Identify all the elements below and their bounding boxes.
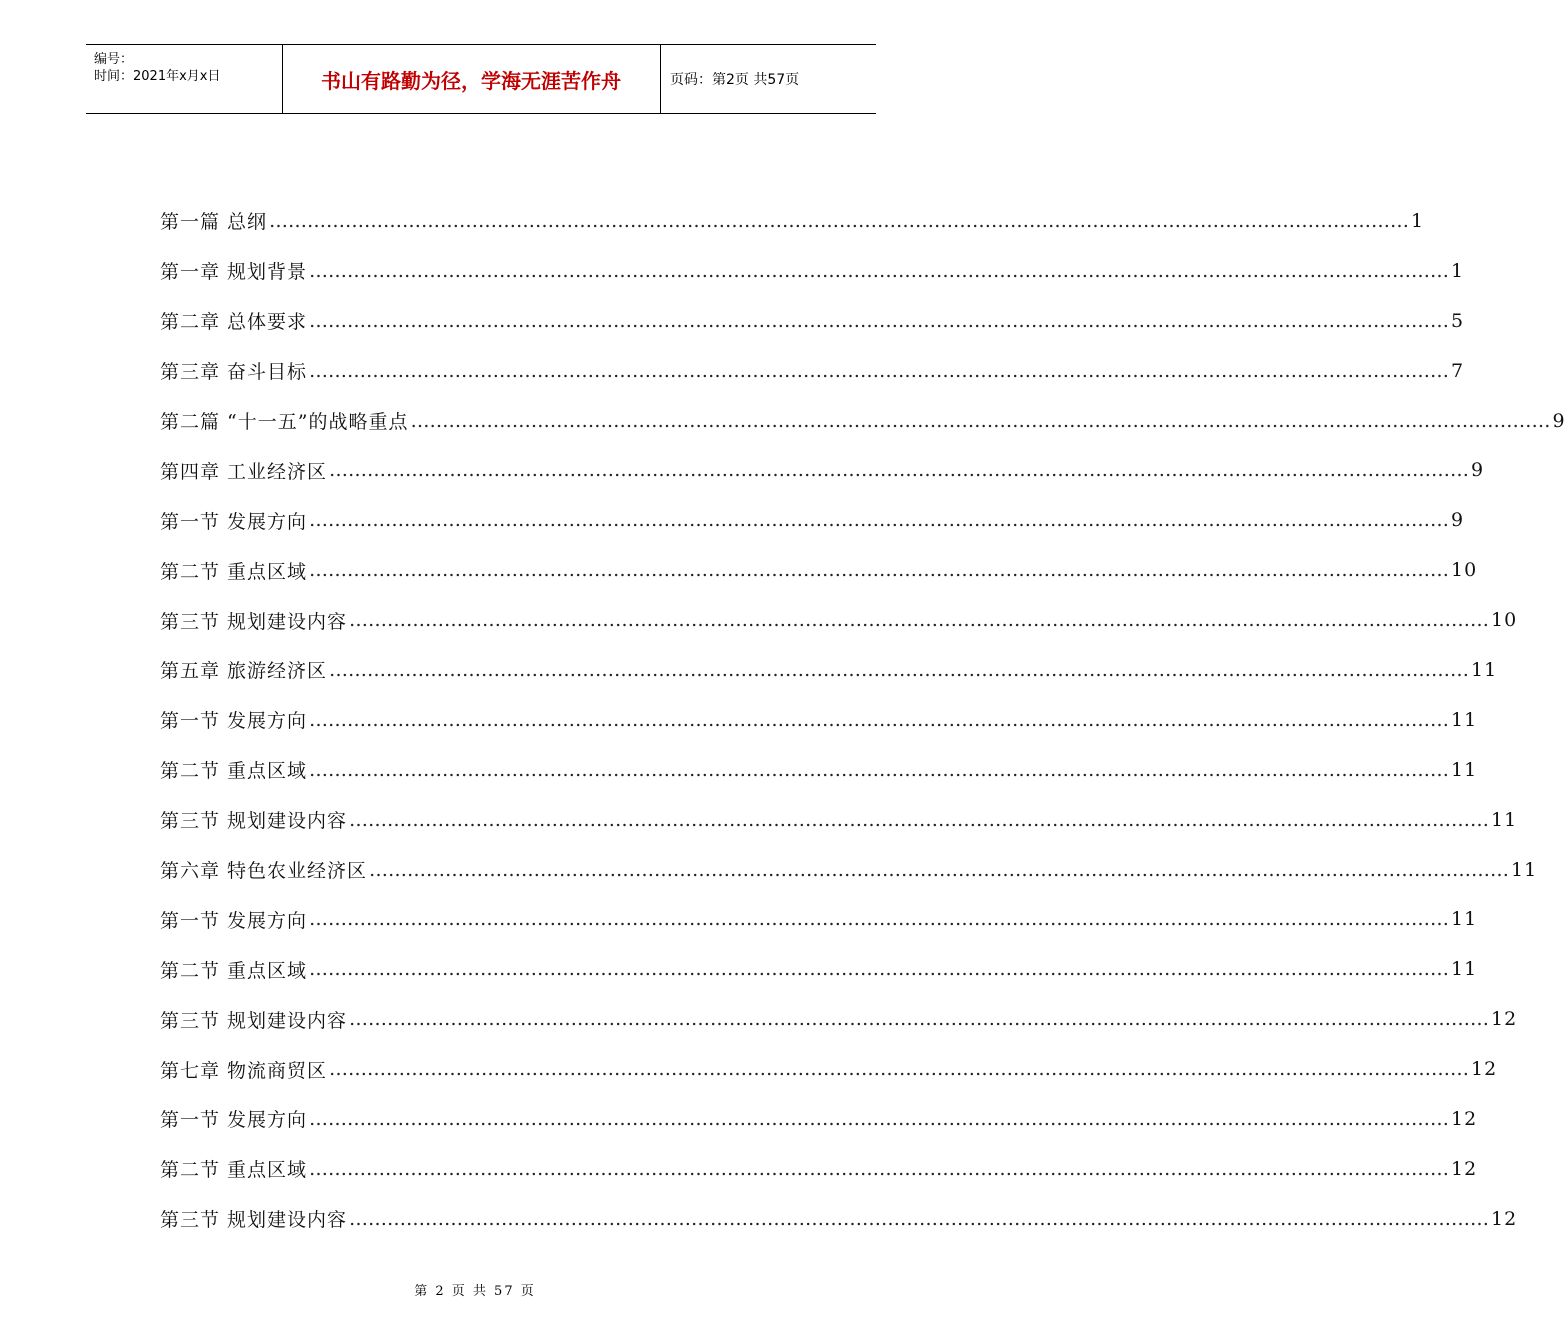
header-page-info: 页码：第2页 共57页 bbox=[670, 72, 800, 88]
toc-entry-page: 11 bbox=[1511, 858, 1538, 881]
toc-entry-title: 第一章 规划背景 bbox=[160, 261, 308, 284]
toc-entry-title: 第三节 规划建设内容 bbox=[160, 810, 348, 833]
header-divider bbox=[660, 45, 661, 113]
toc-entry-title: 第一节 发展方向 bbox=[160, 909, 308, 932]
header-meta bbox=[94, 51, 284, 85]
toc-leader-dots: ……………………………………………………………………………………………………………………………………………………………… bbox=[309, 1107, 1450, 1130]
toc-entry-page: 10 bbox=[1491, 609, 1518, 632]
toc-leader-dots: ……………………………………………………………………………………………………………………………………………………………… bbox=[309, 509, 1450, 532]
toc-leader-dots: ……………………………………………………………………………………………………………………………………………………………… bbox=[309, 1157, 1450, 1180]
toc-entry-page: 11 bbox=[1451, 908, 1478, 931]
toc-entry-page: 7 bbox=[1451, 359, 1465, 382]
toc-leader-dots: ……………………………………………………………………………………………………………………………………………………………… bbox=[349, 1207, 1490, 1230]
toc-leader-dots: ……………………………………………………………………………………………………………………………………………………………… bbox=[410, 409, 1551, 432]
toc-leader-dots: ……………………………………………………………………………………………………………………………………………………………… bbox=[329, 459, 1470, 482]
toc-leader-dots: ……………………………………………………………………………………………………………………………………………………………… bbox=[309, 758, 1450, 781]
toc-entry-title: 第二节 重点区域 bbox=[160, 560, 308, 583]
toc-entry[interactable] bbox=[160, 1044, 1498, 1094]
toc-entry-title: 第三章 奋斗目标 bbox=[160, 361, 308, 384]
toc-leader-dots: ……………………………………………………………………………………………………………………………………………………………… bbox=[309, 708, 1450, 731]
toc-leader-dots: ……………………………………………………………………………………………………………………………………………………………… bbox=[309, 359, 1450, 382]
toc-entry-title: 第七章 物流商贸区 bbox=[160, 1059, 328, 1082]
toc-entry-page: 12 bbox=[1451, 1157, 1478, 1180]
toc-leader-dots: ……………………………………………………………………………………………………………………………………………………………… bbox=[329, 1058, 1470, 1081]
toc-leader-dots: ……………………………………………………………………………………………………………………………………………………………… bbox=[349, 609, 1490, 632]
serial-number-label: 编号： bbox=[94, 52, 134, 67]
toc-entry-title: 第二篇 “十一五”的战略重点 bbox=[160, 411, 409, 433]
toc-entry[interactable] bbox=[160, 695, 1478, 745]
toc-entry-title: 第二节 重点区域 bbox=[160, 760, 308, 783]
toc-leader-dots: ……………………………………………………………………………………………………………………………………………………………… bbox=[329, 658, 1470, 681]
toc-entry[interactable] bbox=[160, 445, 1485, 495]
toc-entry-title: 第二章 总体要求 bbox=[160, 311, 308, 334]
toc-entry-page: 10 bbox=[1451, 559, 1478, 582]
toc-entry-title: 第二节 重点区域 bbox=[160, 959, 308, 982]
toc-entry-page: 1 bbox=[1411, 209, 1425, 232]
date-label: 时间：2021年x月x日 bbox=[94, 69, 221, 84]
header-motto: 书山有路勤为径，学海无涯苦作舟 bbox=[321, 68, 621, 93]
page-footer: 第 2 页 共 57 页 bbox=[414, 1284, 536, 1299]
toc-entry[interactable] bbox=[160, 396, 1566, 446]
toc-entry-page: 5 bbox=[1451, 309, 1465, 332]
toc-entry[interactable] bbox=[160, 994, 1518, 1044]
toc-entry-title: 第六章 特色农业经济区 bbox=[160, 860, 368, 883]
toc-entry[interactable] bbox=[160, 545, 1478, 595]
toc-entry-title: 第一节 发展方向 bbox=[160, 710, 308, 733]
toc-entry[interactable] bbox=[160, 845, 1538, 895]
toc-entry-page: 12 bbox=[1491, 1207, 1518, 1230]
toc-leader-dots: ……………………………………………………………………………………………………………………………………………………………… bbox=[309, 908, 1450, 931]
toc-leader-dots: ……………………………………………………………………………………………………………………………………………………………… bbox=[309, 309, 1450, 332]
toc-entry[interactable] bbox=[160, 296, 1465, 346]
toc-entry-page: 11 bbox=[1451, 758, 1478, 781]
toc-entry-title: 第二节 重点区域 bbox=[160, 1159, 308, 1182]
toc-entry[interactable] bbox=[160, 246, 1465, 296]
toc-entry-title: 第五章 旅游经济区 bbox=[160, 660, 328, 683]
toc-leader-dots: ……………………………………………………………………………………………………………………………………………………………… bbox=[349, 808, 1490, 831]
toc-entry-page: 11 bbox=[1451, 708, 1478, 731]
toc-leader-dots: ……………………………………………………………………………………………………………………………………………………………… bbox=[349, 1008, 1490, 1031]
toc-entry[interactable] bbox=[160, 1094, 1478, 1144]
toc-entry[interactable] bbox=[160, 495, 1465, 545]
page-header bbox=[86, 44, 876, 114]
toc-entry[interactable] bbox=[160, 795, 1518, 845]
toc-entry-page: 12 bbox=[1471, 1058, 1498, 1081]
toc-entry-title: 第三节 规划建设内容 bbox=[160, 1009, 348, 1032]
toc-entry-title: 第三节 规划建设内容 bbox=[160, 610, 348, 633]
toc-entry[interactable] bbox=[160, 944, 1478, 994]
toc-entry[interactable] bbox=[160, 745, 1478, 795]
toc-entry-title: 第一节 发展方向 bbox=[160, 1109, 308, 1132]
toc-leader-dots: ……………………………………………………………………………………………………………………………………………………………… bbox=[369, 858, 1510, 881]
toc-entry-page: 11 bbox=[1451, 958, 1478, 981]
toc-entry[interactable] bbox=[160, 595, 1518, 645]
toc-entry-title: 第一篇 总纲 bbox=[160, 211, 268, 234]
toc-entry-title: 第三节 规划建设内容 bbox=[160, 1209, 348, 1232]
toc-entry-page: 9 bbox=[1552, 409, 1566, 432]
toc-leader-dots: ……………………………………………………………………………………………………………………………………………………………… bbox=[269, 209, 1410, 232]
toc-leader-dots: ……………………………………………………………………………………………………………………………………………………………… bbox=[309, 559, 1450, 582]
toc-entry[interactable] bbox=[160, 1194, 1518, 1244]
toc-entry-page: 9 bbox=[1451, 509, 1465, 532]
toc-entry-title: 第一节 发展方向 bbox=[160, 510, 308, 533]
toc-leader-dots: ……………………………………………………………………………………………………………………………………………………………… bbox=[309, 958, 1450, 981]
table-of-contents bbox=[160, 196, 1566, 1244]
toc-entry-page: 1 bbox=[1451, 259, 1465, 282]
toc-entry[interactable] bbox=[160, 196, 1425, 246]
toc-entry[interactable] bbox=[160, 346, 1465, 396]
toc-entry[interactable] bbox=[160, 645, 1498, 695]
toc-entry-page: 11 bbox=[1491, 808, 1518, 831]
toc-entry[interactable] bbox=[160, 1144, 1478, 1194]
toc-entry-page: 9 bbox=[1471, 459, 1485, 482]
toc-entry-page: 12 bbox=[1491, 1008, 1518, 1031]
toc-entry-page: 11 bbox=[1471, 658, 1498, 681]
toc-entry-title: 第四章 工业经济区 bbox=[160, 460, 328, 483]
toc-entry-page: 12 bbox=[1451, 1107, 1478, 1130]
toc-leader-dots: ……………………………………………………………………………………………………………………………………………………………… bbox=[309, 259, 1450, 282]
toc-entry[interactable] bbox=[160, 894, 1478, 944]
